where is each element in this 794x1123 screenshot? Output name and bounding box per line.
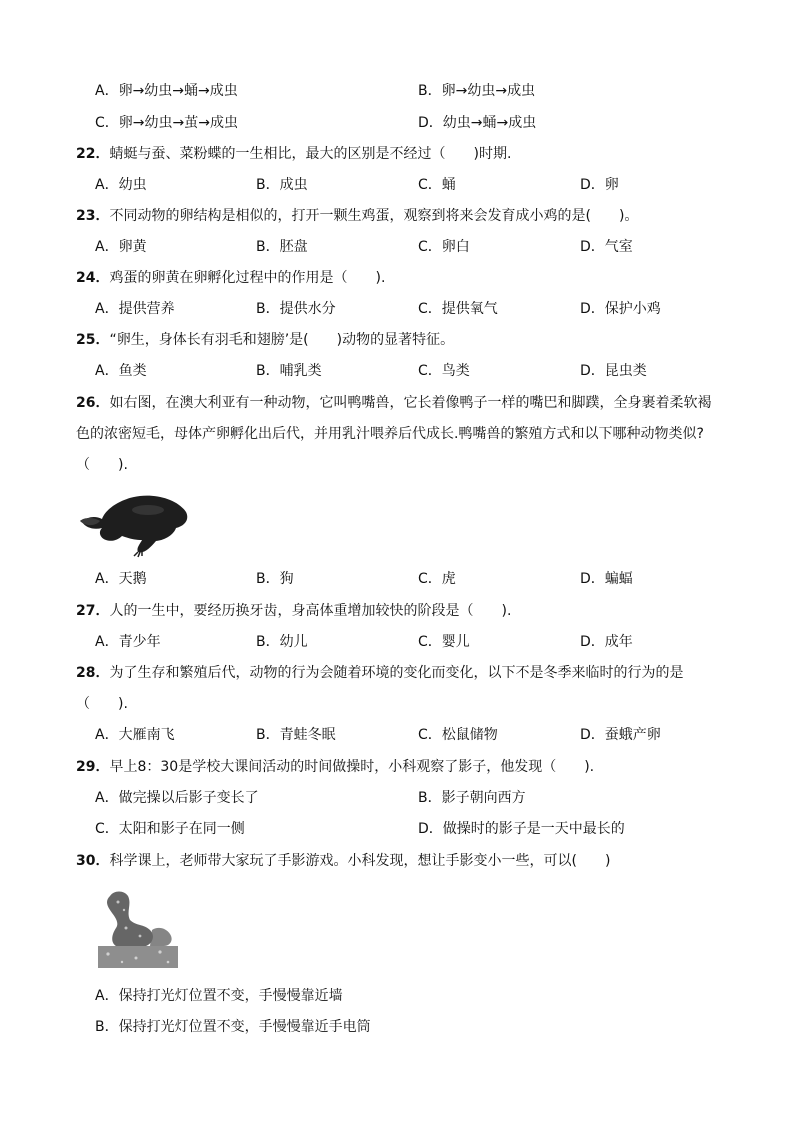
question-22 xyxy=(76,143,511,165)
q21-option-a: A．卵→幼虫→蛹→成虫 xyxy=(95,83,238,99)
q30-option-a: A．保持打光灯位置不变，手慢慢靠近墙 xyxy=(95,988,343,1004)
q29-option-a: A．做完操以后影子变长了 xyxy=(95,790,259,806)
question-text: 早上8：30是学校大课间活动的时间做操时，小科观察了影子，他发现（ ). xyxy=(109,759,595,775)
question-number: 22． xyxy=(76,146,110,162)
question-number: 26． xyxy=(76,395,110,411)
q28-option-c: C．松鼠储物 xyxy=(418,727,498,743)
question-text: “卵生，身体长有羽毛和翅膀’是( )动物的显著特征。 xyxy=(109,332,455,348)
q29-option-b: B．影子朝向西方 xyxy=(418,790,526,806)
question-text: 不同动物的卵结构是相似的，打开一颗生鸡蛋，观察到将来会发育成小鸡的是( )。 xyxy=(109,208,639,224)
question-text: 人的一生中，要经历换牙齿，身高体重增加较快的阶段是（ ). xyxy=(109,603,512,619)
platypus-image xyxy=(78,486,190,558)
q30-option-b: B．保持打光灯位置不变，手慢慢靠近手电筒 xyxy=(95,1019,371,1035)
q24-option-c: C．提供氧气 xyxy=(418,301,498,317)
q25-option-c: C．鸟类 xyxy=(418,363,470,379)
q22-option-c: C．蛹 xyxy=(418,177,456,193)
q23-option-c: C．卵白 xyxy=(418,239,470,255)
question-text: 蜻蜓与蚕、菜粉蝶的一生相比，最大的区别是不经过（ )时期. xyxy=(109,146,512,162)
question-number: 30． xyxy=(76,853,110,869)
q24-option-b: B．提供水分 xyxy=(256,301,336,317)
q21-option-b: B．卵→幼虫→成虫 xyxy=(418,83,536,99)
question-24 xyxy=(76,267,385,289)
q26-option-a: A．天鹅 xyxy=(95,571,147,587)
q29-option-c: C．太阳和影子在同一侧 xyxy=(95,821,245,837)
q21-option-d: D．幼虫→蛹→成虫 xyxy=(418,115,537,131)
q28-option-a: A．大雁南飞 xyxy=(95,727,175,743)
q24-option-d: D．保护小鸡 xyxy=(580,301,661,317)
q23-option-d: D．气室 xyxy=(580,239,633,255)
question-28 xyxy=(76,658,724,720)
question-30 xyxy=(76,850,610,872)
q22-option-a: A．幼虫 xyxy=(95,177,147,193)
question-text: 如右图，在澳大利亚有一种动物，它叫鸭嘴兽，它长着像鸭子一样的嘴巴和脚蹼，全身裹着柔软褐色的浓密短毛，母体产卵孵化出后代，并用乳汁喂养后代成长.鸭嘴兽的繁殖方式和以下哪种动物类似?（ ). xyxy=(76,395,712,473)
q28-option-d: D．蚕蛾产卵 xyxy=(580,727,661,743)
hand-shadow-icon xyxy=(96,888,180,970)
question-number: 27． xyxy=(76,603,110,619)
platypus-icon xyxy=(78,486,190,558)
question-number: 23． xyxy=(76,208,110,224)
question-number: 29． xyxy=(76,759,110,775)
question-text: 为了生存和繁殖后代，动物的行为会随着环境的变化而变化，以下不是冬季来临时的行为的是（ ). xyxy=(76,665,684,712)
question-number: 28． xyxy=(76,665,110,681)
question-27 xyxy=(76,600,511,622)
q26-option-b: B．狗 xyxy=(256,571,294,587)
q23-option-b: B．胚盘 xyxy=(256,239,308,255)
q22-option-b: B．成虫 xyxy=(256,177,308,193)
q24-option-a: A．提供营养 xyxy=(95,301,175,317)
question-26 xyxy=(76,388,724,481)
q27-option-a: A．青少年 xyxy=(95,634,161,650)
q25-option-d: D．昆虫类 xyxy=(580,363,647,379)
q26-option-c: C．虎 xyxy=(418,571,456,587)
question-23 xyxy=(76,205,638,227)
q27-option-d: D．成年 xyxy=(580,634,633,650)
question-text: 科学课上，老师带大家玩了手影游戏。小科发现，想让手影变小一些，可以( ) xyxy=(109,853,611,869)
q23-option-a: A．卵黄 xyxy=(95,239,147,255)
question-25 xyxy=(76,329,454,351)
q25-option-a: A．鱼类 xyxy=(95,363,147,379)
q22-option-d: D．卵 xyxy=(580,177,619,193)
q27-option-b: B．幼儿 xyxy=(256,634,308,650)
q21-option-c: C．卵→幼虫→茧→成虫 xyxy=(95,115,238,131)
question-text: 鸡蛋的卵黄在卵孵化过程中的作用是（ ). xyxy=(109,270,386,286)
q27-option-c: C．婴儿 xyxy=(418,634,470,650)
q26-option-d: D．蝙蝠 xyxy=(580,571,633,587)
question-number: 24． xyxy=(76,270,110,286)
q28-option-b: B．青蛙冬眠 xyxy=(256,727,336,743)
q25-option-b: B．哺乳类 xyxy=(256,363,322,379)
question-29 xyxy=(76,756,594,778)
question-number: 25． xyxy=(76,332,110,348)
hand-shadow-image xyxy=(96,888,180,970)
q29-option-d: D．做操时的影子是一天中最长的 xyxy=(418,821,625,837)
